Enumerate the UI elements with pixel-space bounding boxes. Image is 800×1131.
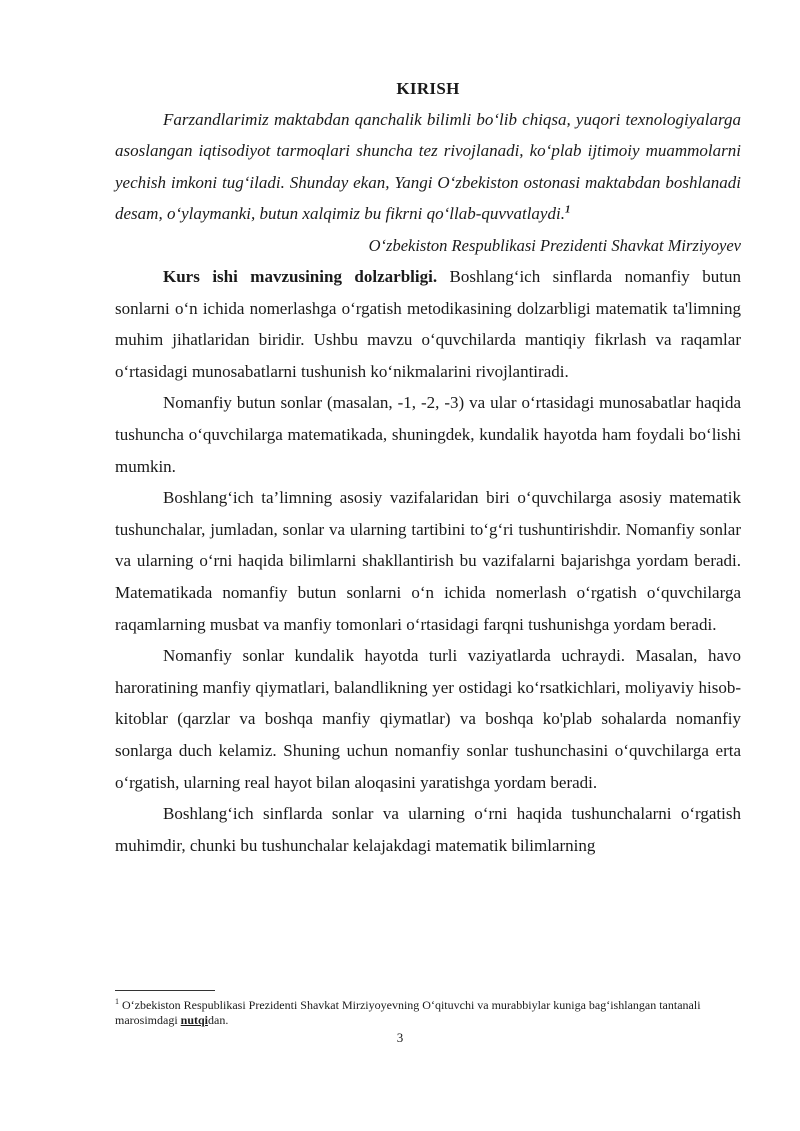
footnote-separator (115, 990, 215, 991)
epigraph-text: Farzandlarimiz maktabdan qanchalik bilimli bo‘lib chiqsa, yuqori texnologiyalarga asoslangan iqtisodiyot tarmoqlari shuncha tez rivojlanadi, ko‘plab ijtimoiy muammolarni yechish imkoni tug‘iladi. Shunday ekan, Yangi O‘zbekiston ostonasi maktabdan boshlanadi desam, o‘ylaymanki, butun xalqimiz bu fikrni qo‘llab-quvvatlaydi. (115, 110, 741, 224)
document-page (115, 78, 741, 861)
paragraph-lead: Kurs ishi mavzusining dolzarbligi. (163, 267, 438, 287)
page-number: 3 (396, 1030, 404, 1045)
paragraph-relevance (115, 261, 741, 387)
footnote-underlined-word: nutqi (180, 1013, 209, 1027)
footnote-text: O‘zbekiston Respublikasi Prezidenti Shavkat Mirziyoyevning O‘qituvchi va murabbiylar kuniga bag‘ishlangan tantanali marosimdagi (115, 998, 701, 1027)
footnote-mark: 1 (115, 997, 119, 1006)
paragraph: Boshlang‘ich ta’limning asosiy vazifalaridan biri o‘quvchilarga asosiy matematik tushunchalar, jumladan, sonlar va ularning tartibini to‘g‘ri tushuntirishdir. Nomanfiy sonlar va ularning o‘rni haqida bilimlarni shakllantirish bu vazifalarni bajarishga yordam beradi. Matematikada nomanfiy butun sonlarni o‘n ichida nomerlash o‘rgatish o‘quvchilarga raqamlarning musbat va manfiy tomonlari o‘rtasidagi farqni tushunishga yordam beradi. (115, 488, 741, 634)
paragraph-text: Boshlang‘ich sinflarda nomanfiy butun sonlarni o‘n ichida nomerlashga o‘rgatish metodikasining dolzarbligi matematik ta'limning muhim jihatlaridan biridir. Ushbu mavzu o‘quvchilarda mantiqiy fikrlash va raqamlar o‘rtasidagi munosabatlarni tushunish ko‘nikmalarini rivojlantiradi. (115, 267, 741, 381)
footnote-text-end: dan. (208, 1013, 229, 1027)
epigraph-quote (115, 104, 741, 230)
paragraph: Boshlang‘ich sinflarda sonlar va ularning o‘rni haqida tushunchalarni o‘rgatish muhimdir, chunki bu tushunchalar kelajakdagi matematik bilimlarning (115, 804, 741, 855)
footnote (115, 994, 741, 1028)
epigraph-author: O‘zbekiston Respublikasi Prezidenti Shavkat Mirziyoyev (368, 235, 741, 255)
paragraph: Nomanfiy sonlar kundalik hayotda turli vaziyatlarda uchraydi. Masalan, havo haroratining manfiy qiymatlari, balandlikning yer ostidagi ko‘rsatkichlari, moliyaviy hisob-kitoblar (qarzlar va boshqa manfiy qiymatlar) va boshqa ko'plab sohalarda nomanfiy sonlarga duch kelamiz. Shuning uchun nomanfiy sonlar tushunchasini o‘quvchilarga erta o‘rgatish, ularning real hayot bilan aloqasini yaratishga yordam beradi. (115, 646, 741, 792)
footnote-reference: 1 (564, 203, 571, 216)
paragraph: Nomanfiy butun sonlar (masalan, -1, -2, -3) va ular o‘rtasidagi munosabatlar haqida tushuncha o‘quvchilarga matematikada, shuningdek, kundalik hayotda ham foydali bo‘lishi mumkin. (115, 393, 741, 476)
section-title: KIRISH (396, 79, 460, 98)
